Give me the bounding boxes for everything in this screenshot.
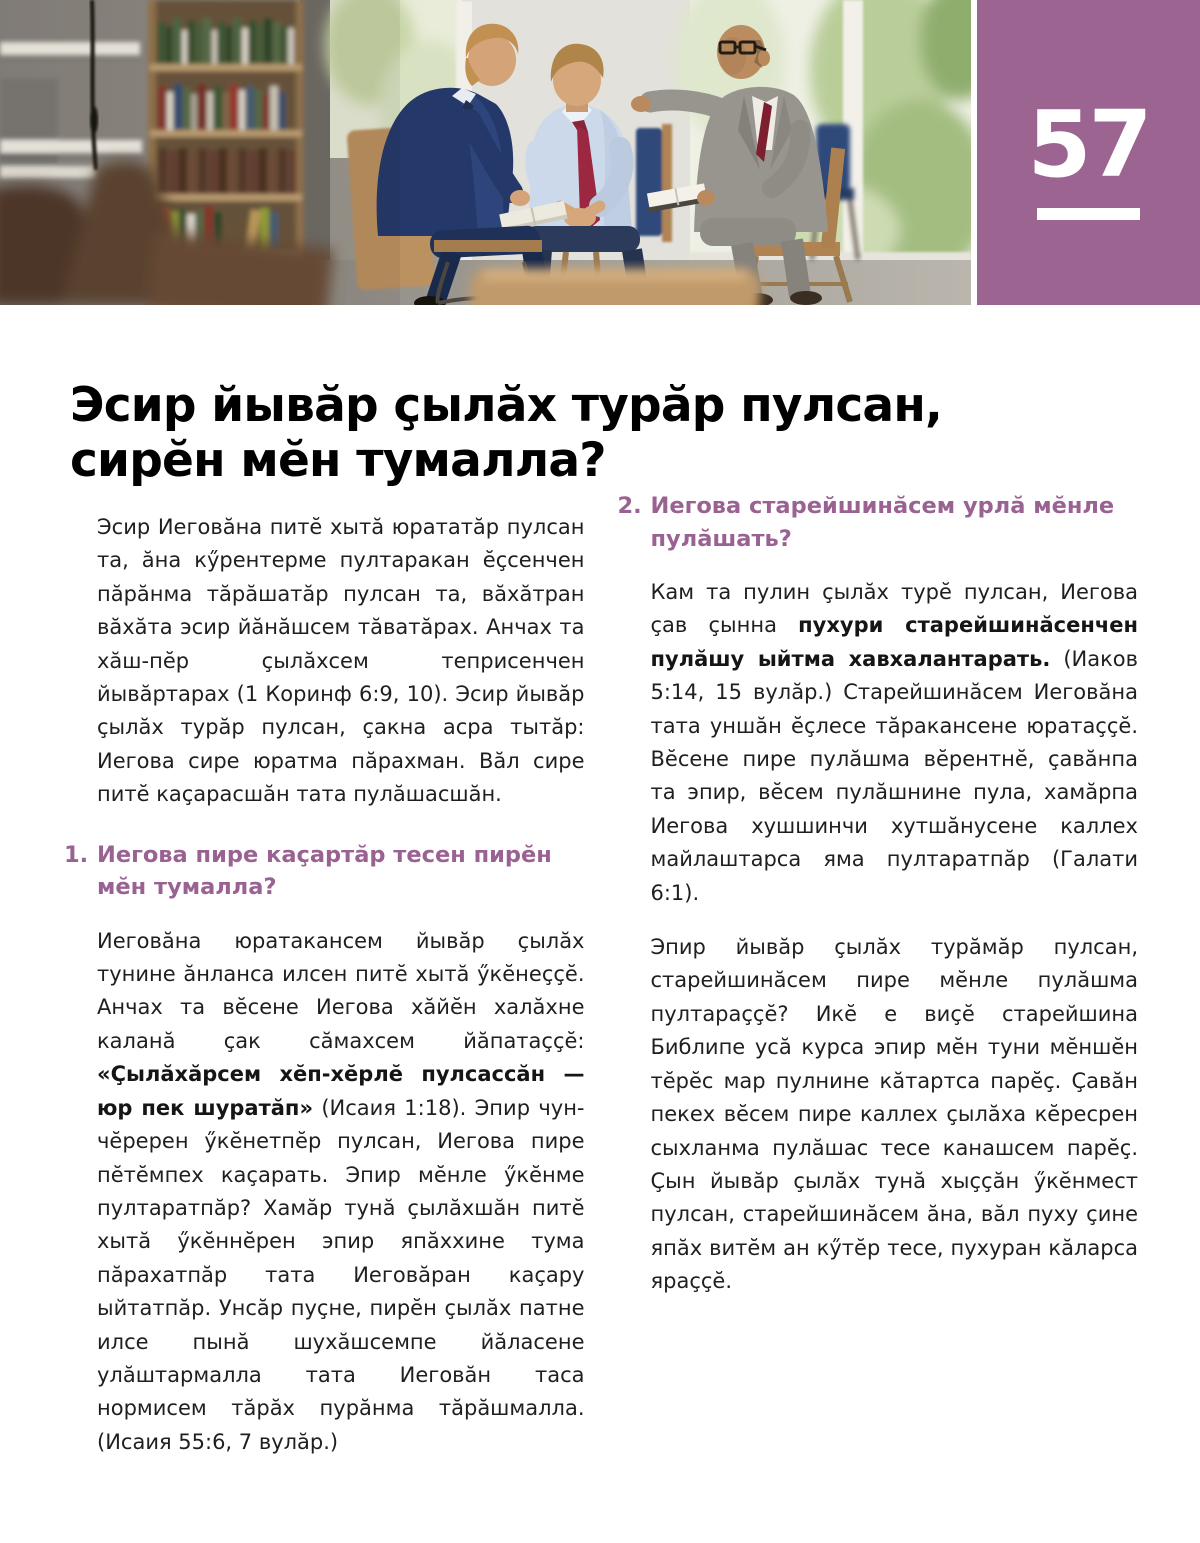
column-left	[64, 490, 585, 1480]
lesson-number-underline	[1037, 208, 1140, 220]
header-photo	[0, 0, 971, 305]
question-2-heading-text: Иегова старейшинӑсем урлӑ мӗнле пулӑшать?	[650, 493, 1115, 552]
question-1-heading-text: Иегова пире каҫартӑр тесен пирӗн мӗн тумалла?	[97, 841, 552, 901]
page-title-line1: Эсир йывӑр ҫылӑх турӑр пулсан,	[70, 378, 943, 434]
page-title-line2: сирӗн мӗн тумалла?	[70, 433, 606, 489]
question-2-number: 2.	[617, 493, 642, 519]
page-title	[70, 378, 1140, 488]
question-1-number: 1.	[64, 841, 89, 868]
question-1-heading	[64, 839, 585, 904]
question-2-paragraph-2: Эпир йывӑр ҫылӑх турӑмӑр пулсан, старейшинӑсем пире мӗнле пулӑшма пултараҫҫӗ? Икӗ е виҫӗ старейшина Библипе усӑ курса эпир мӗн туни мӗншӗн тӗрӗс мар пулнине кӑтартса парӗҫ. Ҫавӑн пекех вӗсем пире каллех ҫылӑха кӗресрен сыхланма пулӑшас тесе канашсем парӗҫ. Ҫын йывӑр ҫылӑх тунӑ хыҫҫӑн ӳкӗнмест пулсан, старейшинӑсем ӑна, вӑл пуху ҫине япӑх витӗм ан кӳтӗр тесе, пухуран кӑларса яраҫҫӗ.	[650, 935, 1138, 1294]
lesson-number: 57	[1027, 91, 1150, 198]
library-scene-illustration	[0, 0, 971, 305]
question-block-2	[618, 490, 1139, 1299]
lesson-number-badge	[977, 0, 1200, 305]
question-block-1	[64, 839, 585, 1460]
question-2-paragraph-1: Кам та пулин ҫылӑх турӗ пулсан, Иегова ҫав ҫынна пухури старейшинӑсенчен пулӑшу ыйтма хавхалантарать. (Иаков 5:14, 15 вулӑр.) Старейшинӑсем Иеговӑна тата уншӑн ӗҫлесе тӑракансене юратаҫҫӗ. Вӗсене пире пулӑшма вӗрентнӗ, ҫавӑнпа та эпир, вӗсем пулӑшнине пула, хамӑрпа Иегова хушшинчи хутшӑнусене каллех майлаштарса яма пултаратпӑр (Галати 6:1).	[650, 580, 1138, 905]
question-2-heading	[618, 490, 1139, 555]
article-body	[64, 490, 1138, 1480]
question-1-paragraph: Иеговӑна юратакансем йывӑр ҫылӑх тунине ӑнланса илсен питӗ хытӑ ӳкӗнеҫҫӗ. Анчах та вӗсене Иегова хӑйӗн халӑхне каланӑ ҫак сӑмахсем йӑпатаҫҫӗ: «Ҫылӑхӑрсем хӗп-хӗрлӗ пулсассӑн — юр пек шуратӑп» (Исаия 1:18). Эпир чун-чӗререн ӳкӗнетпӗр пулсан, Иегова пире пӗтӗмпех каҫарать. Эпир мӗнле ӳкӗнме пултаратпӑр? Хамӑр тунӑ ҫылӑхшӑн питӗ хытӑ ӳкӗннӗрен эпир япӑххине тума пӑрахатпӑр тата Иеговӑран каҫару ыйтатпӑр. Унсӑр пуҫне, пирӗн ҫылӑх патне илсе пынӑ шухӑшсемпе йӑласене улӑштармалла тата Иеговӑн таса нормисем тӑрӑх пурӑнма тӑрӑшмалла. (Исаия 55:6, 7 вулӑр.)	[97, 928, 585, 1454]
intro-paragraph: Эсир Иеговӑна питӗ хытӑ юрататӑр пулсан та, ӑна кӳрентерме пултаракан ӗҫсенчен пӑрӑнма тӑрӑшатӑр пулсан та, вӑхӑтран вӑхӑта эсир йӑнӑшсем тӑватӑрах. Анчах та хӑш-пӗр ҫылӑхсем теприсенчен йывӑртарах (1 Коринф 6:9, 10). Эсир йывӑр ҫылӑх турӑр пулсан, ҫакна асра тытӑр: Иегова сире юратма пӑрахман. Вӑл сире питӗ каҫарасшӑн тата пулӑшасшӑн.	[97, 515, 585, 807]
column-right	[618, 490, 1139, 1480]
